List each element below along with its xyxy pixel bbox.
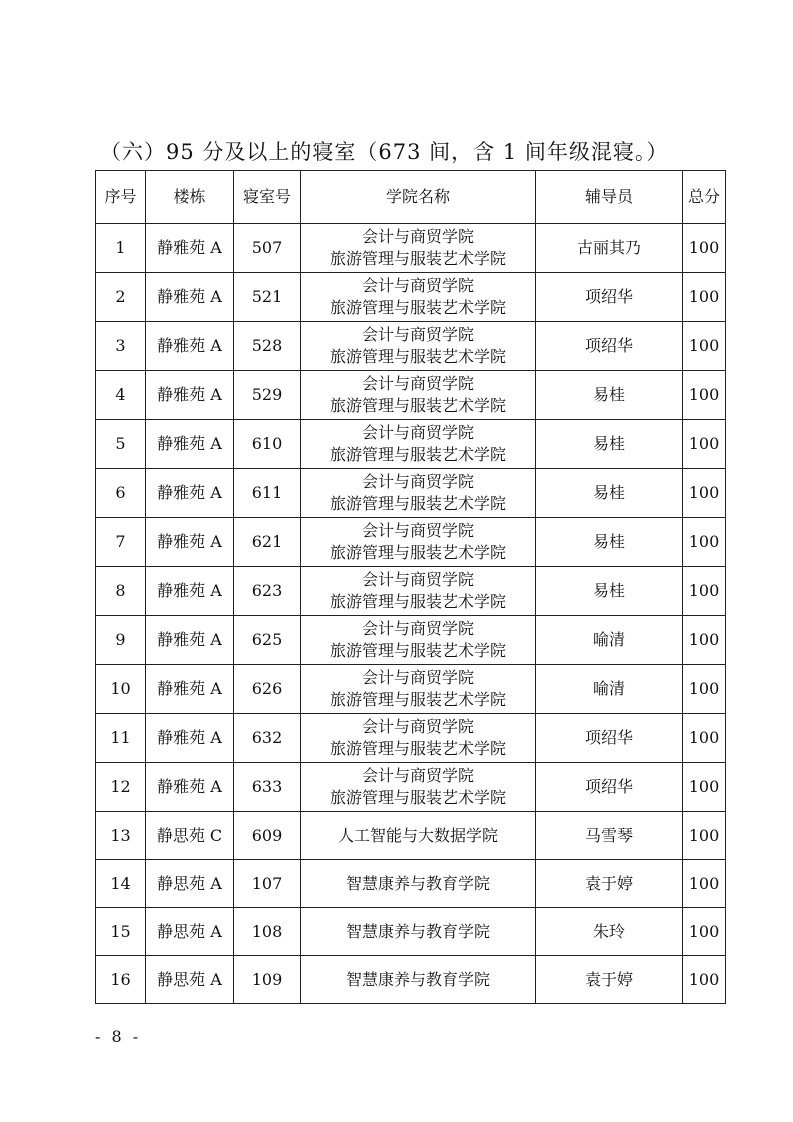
section-heading: （六）95 分及以上的寝室（673 间，含 1 间年级混寝。） <box>100 140 669 164</box>
table-row <box>96 665 726 714</box>
row-number: 8 <box>96 567 146 616</box>
building-cell: 静雅苑 A <box>146 714 234 763</box>
college-cell <box>301 714 536 763</box>
counselor-cell: 易桂 <box>536 518 683 567</box>
table-row <box>96 956 726 1004</box>
college-cell <box>301 567 536 616</box>
building-cell: 静雅苑 A <box>146 371 234 420</box>
counselor-cell: 项绍华 <box>536 714 683 763</box>
college-cell <box>301 371 536 420</box>
building-cell: 静雅苑 A <box>146 224 234 273</box>
college-name-line: 旅游管理与服装艺术学院 <box>329 347 506 366</box>
college-cell <box>301 860 536 908</box>
score-cell: 100 <box>683 518 726 567</box>
table-body <box>96 224 726 1004</box>
dormitory-table <box>95 170 726 1004</box>
row-number: 2 <box>96 273 146 322</box>
college-name-line: 人工智能与大数据学院 <box>337 825 498 845</box>
college-name-line: 会计与商贸学院 <box>361 668 474 687</box>
building-cell: 静思苑 A <box>146 860 234 908</box>
counselor-cell: 易桂 <box>536 567 683 616</box>
counselor-cell: 喻清 <box>536 616 683 665</box>
row-number: 1 <box>96 224 146 273</box>
room-cell: 109 <box>234 956 301 1004</box>
college-cell <box>301 956 536 1004</box>
row-number: 12 <box>96 763 146 812</box>
room-cell: 108 <box>234 908 301 956</box>
table-row <box>96 812 726 860</box>
counselor-cell: 古丽其乃 <box>536 224 683 273</box>
row-number: 14 <box>96 860 146 908</box>
college-cell <box>301 420 536 469</box>
row-number: 11 <box>96 714 146 763</box>
row-number: 10 <box>96 665 146 714</box>
building-cell: 静思苑 A <box>146 956 234 1004</box>
college-name-line: 旅游管理与服装艺术学院 <box>329 396 506 415</box>
college-cell <box>301 224 536 273</box>
score-cell: 100 <box>683 714 726 763</box>
table-row <box>96 567 726 616</box>
table-row <box>96 420 726 469</box>
building-cell: 静雅苑 A <box>146 469 234 518</box>
table-row <box>96 518 726 567</box>
college-name-line: 会计与商贸学院 <box>361 521 474 540</box>
college-cell <box>301 518 536 567</box>
college-name-line: 旅游管理与服装艺术学院 <box>329 543 506 562</box>
row-number: 6 <box>96 469 146 518</box>
college-name-line: 会计与商贸学院 <box>361 276 474 295</box>
college-name-line: 会计与商贸学院 <box>361 423 474 442</box>
college-name-line: 会计与商贸学院 <box>361 619 474 638</box>
table-row <box>96 224 726 273</box>
room-cell: 632 <box>234 714 301 763</box>
building-cell: 静雅苑 A <box>146 665 234 714</box>
building-cell: 静雅苑 A <box>146 567 234 616</box>
room-cell: 626 <box>234 665 301 714</box>
header-room: 寝室号 <box>234 171 301 224</box>
counselor-cell: 项绍华 <box>536 763 683 812</box>
score-cell: 100 <box>683 616 726 665</box>
row-number: 16 <box>96 956 146 1004</box>
college-name-line: 智慧康养与教育学院 <box>345 873 490 893</box>
row-number: 13 <box>96 812 146 860</box>
counselor-cell: 马雪琴 <box>536 812 683 860</box>
table-row <box>96 860 726 908</box>
table-row <box>96 371 726 420</box>
building-cell: 静雅苑 A <box>146 616 234 665</box>
row-number: 15 <box>96 908 146 956</box>
counselor-cell: 袁于婷 <box>536 860 683 908</box>
counselor-cell: 朱玲 <box>536 908 683 956</box>
score-cell: 100 <box>683 763 726 812</box>
college-cell <box>301 665 536 714</box>
college-cell <box>301 273 536 322</box>
header-college: 学院名称 <box>301 171 536 224</box>
building-cell: 静思苑 A <box>146 908 234 956</box>
college-name-line: 旅游管理与服装艺术学院 <box>329 690 506 709</box>
college-name-line: 会计与商贸学院 <box>361 717 474 736</box>
college-name-line: 会计与商贸学院 <box>361 227 474 246</box>
counselor-cell: 易桂 <box>536 371 683 420</box>
college-cell <box>301 763 536 812</box>
building-cell: 静雅苑 A <box>146 420 234 469</box>
room-cell: 633 <box>234 763 301 812</box>
college-cell <box>301 908 536 956</box>
building-cell: 静雅苑 A <box>146 273 234 322</box>
college-cell <box>301 616 536 665</box>
college-cell <box>301 469 536 518</box>
score-cell: 100 <box>683 322 726 371</box>
header-score: 总分 <box>683 171 726 224</box>
header-building: 楼栋 <box>146 171 234 224</box>
building-cell: 静雅苑 A <box>146 322 234 371</box>
score-cell: 100 <box>683 665 726 714</box>
table-row <box>96 714 726 763</box>
score-cell: 100 <box>683 956 726 1004</box>
score-cell: 100 <box>683 469 726 518</box>
room-cell: 521 <box>234 273 301 322</box>
score-cell: 100 <box>683 567 726 616</box>
college-name-line: 旅游管理与服装艺术学院 <box>329 298 506 317</box>
college-name-line: 智慧康养与教育学院 <box>345 969 490 989</box>
score-cell: 100 <box>683 908 726 956</box>
table-header-row <box>96 171 726 224</box>
college-name-line: 会计与商贸学院 <box>361 374 474 393</box>
college-name-line: 旅游管理与服装艺术学院 <box>329 494 506 513</box>
score-cell: 100 <box>683 860 726 908</box>
building-cell: 静思苑 C <box>146 812 234 860</box>
college-name-line: 旅游管理与服装艺术学院 <box>329 445 506 464</box>
room-cell: 610 <box>234 420 301 469</box>
score-cell: 100 <box>683 371 726 420</box>
room-cell: 528 <box>234 322 301 371</box>
table-row <box>96 322 726 371</box>
table-row <box>96 908 726 956</box>
college-name-line: 会计与商贸学院 <box>361 570 474 589</box>
room-cell: 609 <box>234 812 301 860</box>
room-cell: 623 <box>234 567 301 616</box>
college-name-line: 旅游管理与服装艺术学院 <box>329 249 506 268</box>
room-cell: 611 <box>234 469 301 518</box>
header-no: 序号 <box>96 171 146 224</box>
building-cell: 静雅苑 A <box>146 763 234 812</box>
college-name-line: 旅游管理与服装艺术学院 <box>329 641 506 660</box>
college-cell <box>301 322 536 371</box>
room-cell: 107 <box>234 860 301 908</box>
table-row <box>96 763 726 812</box>
row-number: 5 <box>96 420 146 469</box>
college-name-line: 会计与商贸学院 <box>361 472 474 491</box>
score-cell: 100 <box>683 812 726 860</box>
score-cell: 100 <box>683 224 726 273</box>
college-name-line: 旅游管理与服装艺术学院 <box>329 788 506 807</box>
counselor-cell: 项绍华 <box>536 273 683 322</box>
counselor-cell: 喻清 <box>536 665 683 714</box>
header-counselor: 辅导员 <box>536 171 683 224</box>
score-cell: 100 <box>683 273 726 322</box>
counselor-cell: 项绍华 <box>536 322 683 371</box>
counselor-cell: 易桂 <box>536 420 683 469</box>
room-cell: 621 <box>234 518 301 567</box>
row-number: 3 <box>96 322 146 371</box>
counselor-cell: 易桂 <box>536 469 683 518</box>
table-row <box>96 469 726 518</box>
table-row <box>96 273 726 322</box>
college-name-line: 会计与商贸学院 <box>361 325 474 344</box>
score-cell: 100 <box>683 420 726 469</box>
row-number: 9 <box>96 616 146 665</box>
college-name-line: 旅游管理与服装艺术学院 <box>329 739 506 758</box>
counselor-cell: 袁于婷 <box>536 956 683 1004</box>
college-name-line: 会计与商贸学院 <box>361 766 474 785</box>
room-cell: 507 <box>234 224 301 273</box>
row-number: 7 <box>96 518 146 567</box>
college-name-line: 旅游管理与服装艺术学院 <box>329 592 506 611</box>
college-cell <box>301 812 536 860</box>
row-number: 4 <box>96 371 146 420</box>
table-row <box>96 616 726 665</box>
building-cell: 静雅苑 A <box>146 518 234 567</box>
room-cell: 625 <box>234 616 301 665</box>
page-number: - 8 - <box>95 1027 142 1046</box>
room-cell: 529 <box>234 371 301 420</box>
college-name-line: 智慧康养与教育学院 <box>345 921 490 941</box>
